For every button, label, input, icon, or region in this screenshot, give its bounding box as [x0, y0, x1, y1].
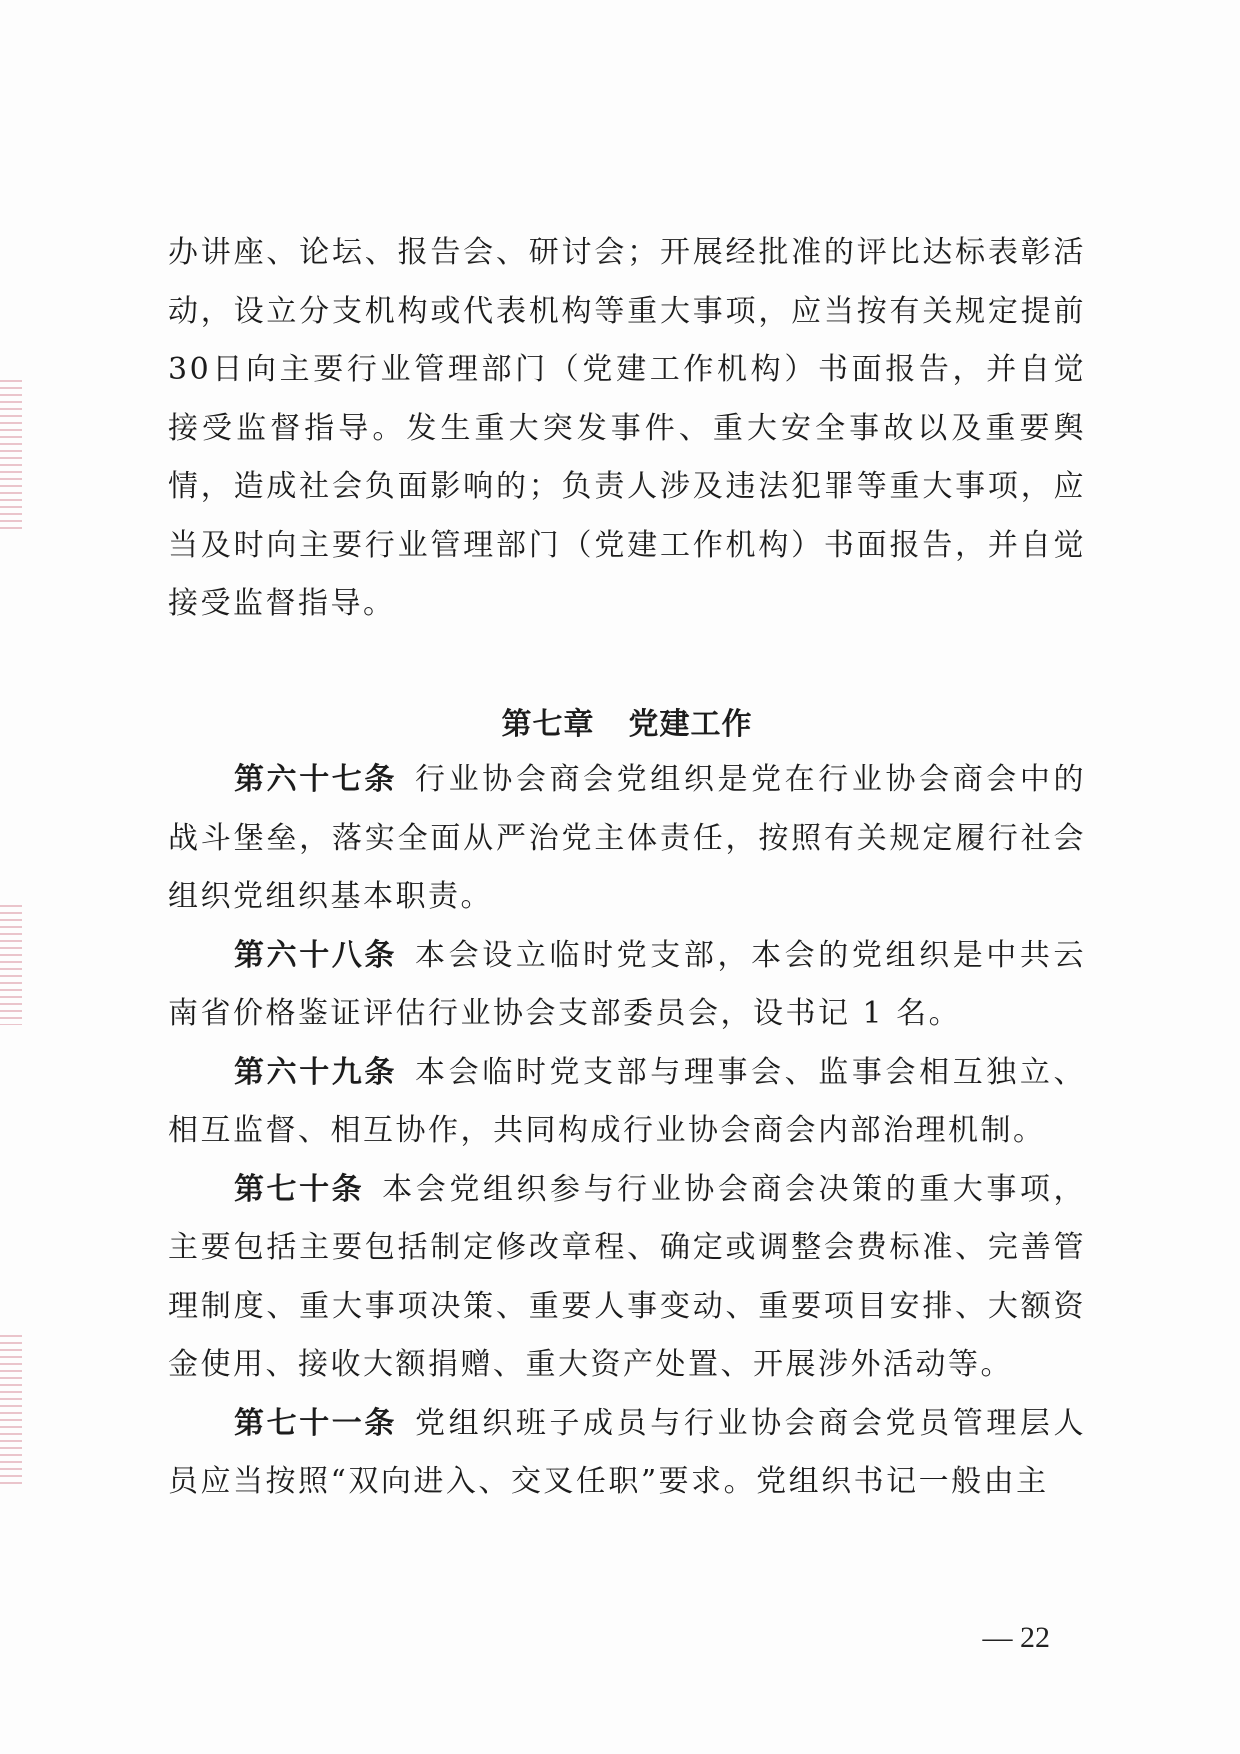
article-71-body: 党组织班子成员与行业协会商会党员管理层人员应当按照“双向进入、交叉任职”要求。党组织书记一般由主 [168, 1405, 1087, 1499]
top-text-block [168, 224, 1086, 634]
chapter-title: 党建工作 [628, 707, 753, 742]
article-70 [168, 1161, 1086, 1395]
articles-block [168, 751, 1086, 1512]
article-71 [168, 1395, 1086, 1512]
article-68-head: 第六十八条 [234, 937, 398, 973]
article-67 [168, 751, 1086, 927]
article-69-head: 第六十九条 [234, 1054, 398, 1090]
article-71-head: 第七十一条 [234, 1405, 398, 1441]
page-number: — 22 [982, 1621, 1050, 1654]
chapter-number: 第七章 [501, 707, 595, 742]
article-70-body: 本会党组织参与行业协会商会决策的重大事项，主要包括主要包括制定修改章程、确定或调整会费标准、完善管理制度、重大事项决策、重要人事变动、重要项目安排、大额资金使用、接收大额捐赠、重大资产处置、开展涉外活动等。 [168, 1171, 1086, 1382]
article-67-head: 第六十七条 [234, 762, 398, 797]
continued-paragraph: 办讲座、论坛、报告会、研讨会；开展经批准的评比达标表彰活动，设立分支机构或代表机构等重大事项，应当按有关规定提前30日向主要行业管理部门（党建工作机构）书面报告，并自觉接受监督指导。发生重大突发事件、重大安全事故以及重要舆情，造成社会负面影响的；负责人涉及违法犯罪等重大事项，应当及时向主要行业管理部门（党建工作机构）书面报告，并自觉接受监督指导。 [168, 235, 1086, 621]
chapter-heading [168, 700, 1086, 750]
binding-mark-3 [0, 1335, 22, 1485]
binding-mark-1 [0, 380, 22, 530]
article-69 [168, 1044, 1086, 1161]
article-68 [168, 927, 1086, 1044]
article-69-body: 本会临时党支部与理事会、监事会相互独立、相互监督、相互协作，共同构成行业协会商会内部治理机制。 [168, 1054, 1087, 1148]
article-70-head: 第七十条 [234, 1171, 365, 1207]
article-68-body: 本会设立临时党支部，本会的党组织是中共云南省价格鉴证评估行业协会支部委员会，设书记 1 名。 [168, 937, 1087, 1031]
binding-mark-2 [0, 905, 22, 1025]
article-67-body: 行业协会商会党组织是党在行业协会商会中的战斗堡垒，落实全面从严治党主体责任，按照有关规定履行社会组织党组织基本职责。 [168, 762, 1087, 914]
